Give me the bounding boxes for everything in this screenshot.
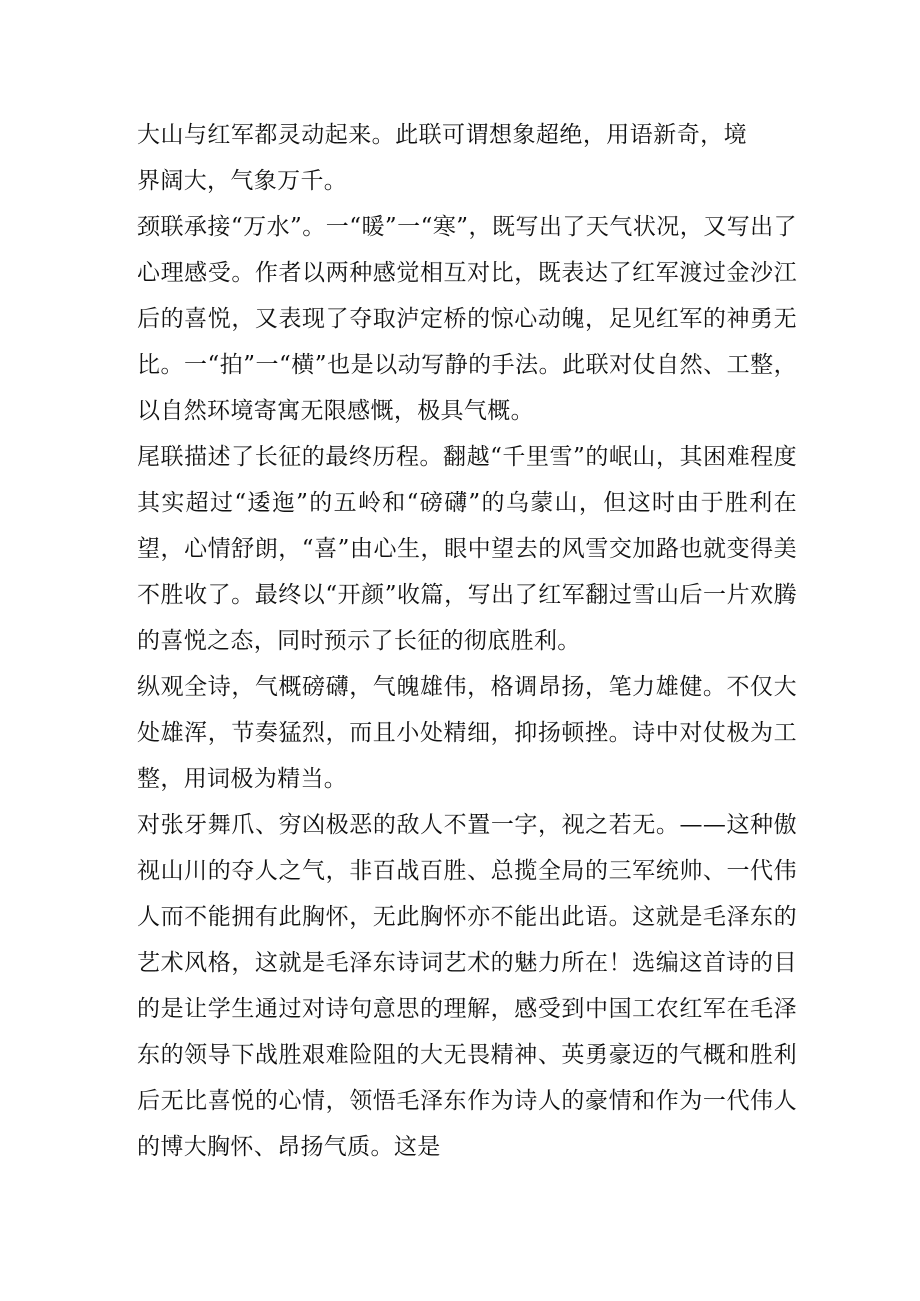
paragraph-overview: 纵观全诗，气概磅礴，气魄雄伟，格调昂扬，笔力雄健。不仅大处雄浑，节奏猛烈，而且小处精细，抑扬顿挫。诗中对仗极为工整，用词极为精当。 xyxy=(137,674,797,792)
document-body xyxy=(137,112,797,1170)
paragraph-continuation: 大山与红军都灵动起来。此联可谓想象超绝，用语新奇，境界阔大，气象万千。 xyxy=(137,122,747,194)
paragraph-neck-couplet: 颈联承接“万水”。一“暖”一“寒”，既写出了天气状况，又写出了心理感受。作者以两种感觉相互对比，既表达了红军渡过金沙江后的喜悦，又表现了夺取泸定桥的惊心动魄，足见红军的神勇无比。一“拍”一“横”也是以动写静的手法。此联对仗自然、工整，以自然环境寄寓无限感慨，极具气概。 xyxy=(137,214,797,424)
paragraph-tail-couplet: 尾联描述了长征的最终历程。翻越“千里雪”的岷山，其困难程度其实超过“逶迤”的五岭和“磅礴”的乌蒙山，但这时由于胜利在望，心情舒朗，“喜”由心生，眼中望去的风雪交加路也就变得美不胜收了。最终以“开颜”收篇，写出了红军翻过雪山后一片欢腾的喜悦之态，同时预示了长征的彻底胜利。 xyxy=(137,444,797,654)
paragraph-conclusion: 对张牙舞爪、穷凶极恶的敌人不置一字，视之若无。——这种傲视山川的夺人之气，非百战百胜、总揽全局的三军统帅、一代伟人而不能拥有此胸怀，无此胸怀亦不能出此语。这就是毛泽东的艺术风格，这就是毛泽东诗词艺术的魅力所在！选编这首诗的目的是让学生通过对诗句意思的理解，感受到中国工农红军在毛泽东的领导下战胜艰难险阻的大无畏精神、英勇豪迈的气概和胜利后无比喜悦的心情，领悟毛泽东作为诗人的豪情和作为一代伟人的博大胸怀、昂扬气质。这是 xyxy=(137,812,797,1160)
